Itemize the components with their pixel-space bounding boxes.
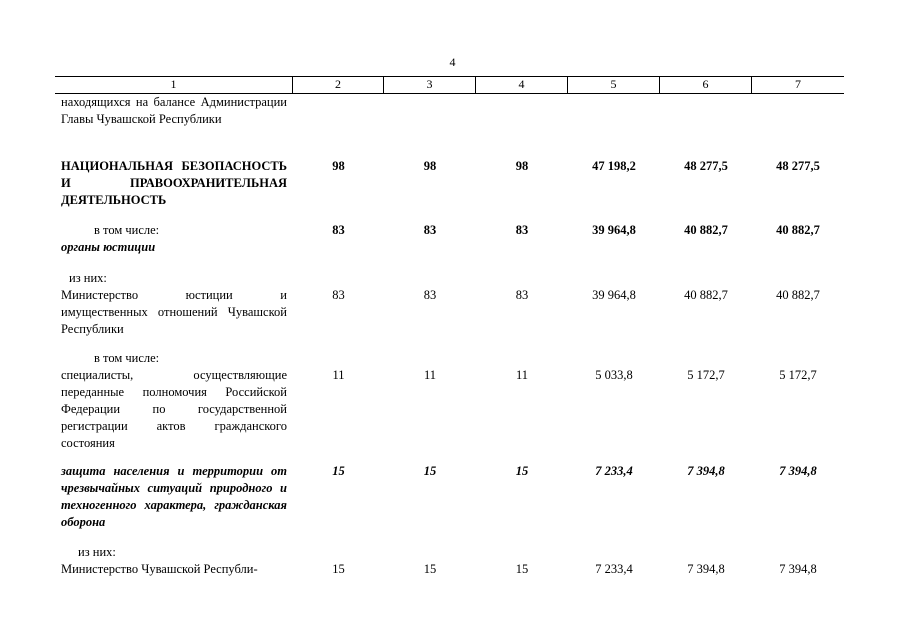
cell-col-3: 98: [423, 159, 437, 173]
cell-col-2: 83: [332, 223, 345, 237]
column-header-7: 7: [795, 77, 801, 91]
cell-col-7: 48 277,5: [776, 159, 820, 173]
cell-col-4: 11: [515, 368, 529, 382]
cell-col-7: 40 882,7: [776, 223, 820, 237]
cell-col-7: 7 394,8: [779, 562, 817, 576]
cell-col-5: 7 233,4: [595, 562, 633, 576]
row-label: [55, 463, 293, 531]
row-label-text: НАЦИОНАЛЬНАЯ БЕЗОПАСНОСТЬ И ПРАВООХРАНИТЕЛЬНАЯ ДЕЯТЕЛЬНОСТЬ: [61, 159, 287, 207]
row-prefix: в том числе:: [94, 351, 160, 365]
column-header-1: 1: [55, 77, 293, 93]
cell-col-6: 5 172,7: [687, 368, 725, 382]
cell-col-2: 98: [332, 159, 345, 173]
cell-col-6: 7 394,8: [687, 464, 725, 478]
column-header-5: 5: [568, 77, 660, 93]
page-number: 4: [449, 55, 456, 69]
cell-col-3: 15: [423, 464, 437, 478]
row-label: [55, 350, 293, 452]
cell-col-3: 15: [423, 562, 437, 576]
row-label-text: Министерство Чувашской Республи-: [61, 562, 258, 576]
cell-col-5: 47 198,2: [592, 159, 636, 173]
cell-col-3: 83: [423, 223, 437, 237]
cell-col-3: 83: [423, 288, 437, 302]
row-prefix: из них:: [69, 271, 107, 285]
cell-col-4: 83: [515, 223, 529, 237]
column-header-2: 2: [293, 77, 384, 93]
row-label-text: защита населения и территории от чрезвычайных ситуаций природного и техногенного характера, гражданская оборона: [61, 464, 287, 529]
table-row: [55, 94, 844, 128]
table-row: [55, 544, 844, 578]
cell-col-2: 83: [332, 288, 345, 302]
cell-col-2: 15: [332, 562, 345, 576]
cell-col-3: 11: [423, 368, 437, 382]
row-label: [55, 222, 293, 256]
cell-col-4: 83: [515, 288, 529, 302]
table-header: [55, 76, 844, 94]
row-label-text: органы юстиции: [61, 240, 156, 254]
column-header-4: 4: [476, 77, 568, 93]
row-label-text: находящихся на балансе Администрации Главы Чувашской Республики: [61, 95, 287, 126]
cell-col-2: 11: [332, 368, 345, 382]
cell-col-7: 7 394,8: [779, 464, 817, 478]
table-row: [55, 463, 844, 531]
column-header-3: 3: [384, 77, 476, 93]
cell-col-6: 40 882,7: [684, 223, 728, 237]
table-row: [55, 222, 844, 256]
row-label: [55, 544, 293, 578]
cell-col-6: 40 882,7: [684, 288, 728, 302]
cell-col-6: 48 277,5: [684, 159, 728, 173]
cell-col-4: 15: [515, 464, 529, 478]
row-label: [55, 158, 293, 209]
table-row: [55, 270, 844, 338]
column-header-6: 6: [660, 77, 752, 93]
row-label-text: специалисты, осуществляющие переданные полномочия Российской Федерации по государственной регистрации актов гражданского состояния: [61, 368, 287, 450]
cell-col-5: 7 233,4: [595, 464, 633, 478]
cell-col-5: 5 033,8: [595, 368, 633, 382]
cell-col-6: 7 394,8: [687, 562, 725, 576]
cell-col-2: 15: [332, 464, 345, 478]
cell-col-4: 15: [515, 562, 529, 576]
row-label: [55, 270, 293, 338]
row-prefix: в том числе:: [94, 223, 160, 237]
row-label: [55, 94, 293, 128]
cell-col-5: 39 964,8: [592, 288, 636, 302]
cell-col-4: 98: [515, 159, 529, 173]
row-label-text: Министерство юстиции и имущественных отношений Чувашской Республики: [61, 288, 287, 336]
cell-col-7: 40 882,7: [776, 288, 820, 302]
cell-col-5: 39 964,8: [592, 223, 636, 237]
row-prefix: из них:: [78, 545, 116, 559]
cell-col-7: 5 172,7: [779, 368, 817, 382]
table-row: [55, 158, 844, 209]
table-row: [55, 350, 844, 452]
